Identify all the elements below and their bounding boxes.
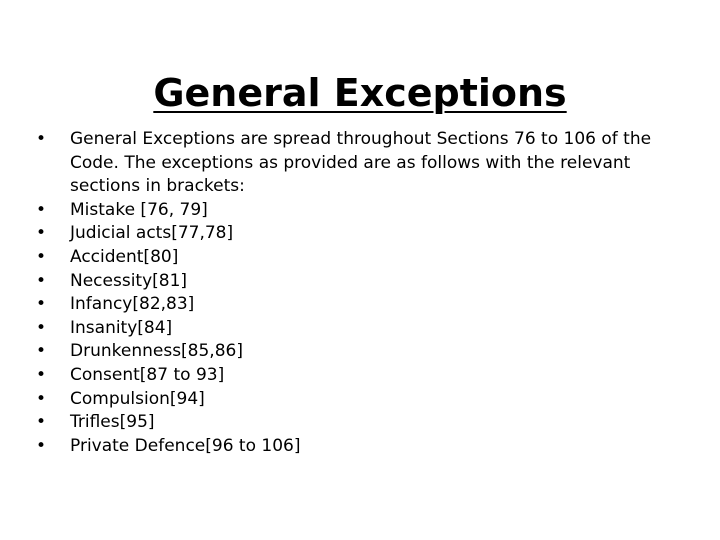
bullet-text: Consent[87 to 93] [70, 364, 225, 385]
bullet-item-drunkenness [36, 340, 686, 364]
bullet-item-consent [36, 364, 686, 388]
bullet-text: Necessity[81] [70, 270, 188, 291]
bullet-item-intro [36, 128, 686, 199]
bullet-icon: • [36, 199, 47, 220]
bullet-item-trifles [36, 411, 686, 435]
bullet-icon: • [36, 294, 47, 315]
bullet-icon: • [36, 341, 47, 362]
bullet-icon: • [36, 223, 47, 244]
bullet-icon: • [36, 412, 47, 433]
bullet-item-compulsion [36, 388, 686, 412]
bullet-icon: • [36, 435, 47, 456]
bullet-text: Judicial acts[77,78] [70, 223, 234, 244]
slide-title-text: General Exceptions [153, 71, 567, 116]
bullet-text: Private Defence[96 to 106] [70, 435, 301, 456]
slide-title [0, 67, 720, 119]
bullet-item-private-defence [36, 435, 686, 459]
bullet-text: Trifles[95] [70, 412, 155, 433]
bullet-item-infancy [36, 293, 686, 317]
bullet-text: Infancy[82,83] [70, 294, 195, 315]
bullet-item-mistake [36, 199, 686, 223]
bullet-text: General Exceptions are spread throughout Sections 76 to 106 of the Code. The exceptions as provided are as follows with the relevant sections in brackets: [70, 129, 652, 197]
bullet-icon: • [36, 364, 47, 385]
bullet-icon: • [36, 270, 47, 291]
bullet-icon: • [36, 317, 47, 338]
bullet-text: Drunkenness[85,86] [70, 341, 243, 362]
bullet-text: Compulsion[94] [70, 388, 205, 409]
bullet-icon: • [36, 246, 47, 267]
bullet-item-judicial-acts [36, 222, 686, 246]
bullet-item-insanity [36, 317, 686, 341]
bullet-list [36, 128, 686, 458]
bullet-text: Insanity[84] [70, 317, 173, 338]
bullet-icon: • [36, 388, 47, 409]
bullet-item-accident [36, 246, 686, 270]
bullet-icon: • [36, 129, 47, 149]
bullet-text: Mistake [76, 79] [70, 199, 208, 220]
bullet-item-necessity [36, 270, 686, 294]
bullet-text: Accident[80] [70, 246, 179, 267]
